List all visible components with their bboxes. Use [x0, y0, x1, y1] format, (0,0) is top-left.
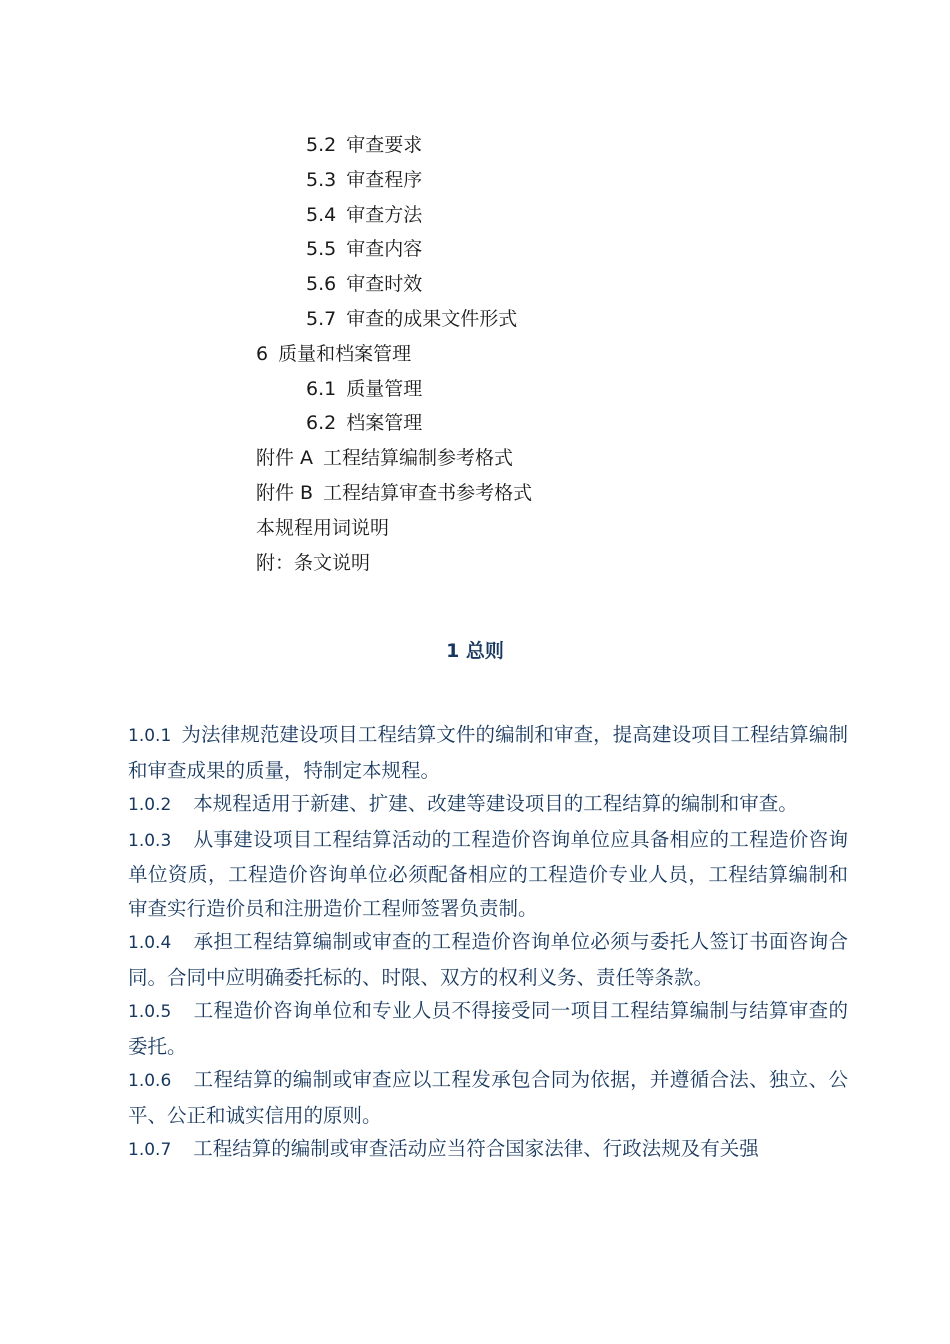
chapter-title: 1 总则 — [446, 640, 504, 662]
toc-item — [256, 476, 856, 511]
toc-item — [256, 232, 856, 267]
clause-number: 1.0.1 — [128, 726, 172, 746]
toc-item-number: 5.3 — [306, 168, 337, 191]
clause-text: 工程结算的编制或审查应以工程发承包合同为依据，并遵循合法、独立、公平、公正和诚实信用的原则。 — [128, 1068, 848, 1127]
toc-item — [256, 128, 856, 163]
toc-item — [256, 406, 856, 441]
toc-item-label: 审查内容 — [346, 238, 423, 261]
clause-list — [128, 718, 848, 1168]
table-of-contents — [256, 128, 856, 580]
clause-number: 1.0.6 — [128, 1071, 172, 1091]
clause-text: 承担工程结算编制或审查的工程造价咨询单位必须与委托人签订书面咨询合同。合同中应明确委托标的、时限、双方的权利义务、责任等条款。 — [128, 930, 848, 989]
toc-item-number: 附件 B — [256, 481, 314, 504]
toc-item-number: 5.6 — [306, 273, 337, 296]
toc-item-label: 工程结算审查书参考格式 — [323, 481, 533, 504]
clause-number: 1.0.3 — [128, 830, 172, 851]
toc-item-number: 5.7 — [306, 307, 337, 330]
toc-item-number: 5.4 — [306, 203, 337, 226]
toc-item-label: 工程结算编制参考格式 — [323, 447, 514, 470]
toc-item-label: 质量和档案管理 — [278, 342, 412, 365]
clause-text: 工程结算的编制或审查活动应当符合国家法律、行政法规及有关强 — [193, 1137, 759, 1160]
toc-item-label: 审查时效 — [346, 273, 423, 296]
toc-item-label: 审查程序 — [346, 168, 423, 191]
clause-text: 为法律规范建设项目工程结算文件的编制和审查，提高建设项目工程结算编制和审查成果的质量，特制定本规程。 — [128, 723, 848, 782]
clause-text: 从事建设项目工程结算活动的工程造价咨询单位应具备相应的工程造价咨询单位资质，工程造价咨询单位必须配备相应的工程造价专业人员，工程结算编制和审查实行造价员和注册造价工程师签署负责制。 — [128, 827, 848, 920]
toc-item-number: 附件 A — [256, 447, 314, 470]
toc-item-number: 6 — [256, 342, 269, 365]
toc-item — [256, 337, 856, 372]
toc-item — [256, 511, 856, 546]
toc-item-number: 5.5 — [306, 238, 337, 261]
toc-item — [256, 546, 856, 581]
toc-item — [256, 302, 856, 337]
clause-number: 1.0.2 — [128, 795, 172, 815]
toc-item — [256, 163, 856, 198]
toc-item-label: 档案管理 — [346, 412, 423, 435]
clause — [128, 1063, 848, 1132]
clause — [128, 823, 848, 926]
toc-item-label: 审查的成果文件形式 — [346, 307, 518, 330]
toc-item-label: 本规程用词说明 — [256, 516, 390, 539]
clause-number: 1.0.4 — [128, 933, 172, 953]
toc-item-number: 6.2 — [306, 412, 337, 435]
toc-item — [256, 441, 856, 476]
clause — [128, 925, 848, 994]
clause-number: 1.0.5 — [128, 1002, 172, 1022]
toc-item-label: 审查方法 — [346, 203, 423, 226]
toc-item-number: 6.1 — [306, 377, 337, 400]
toc-item — [256, 198, 856, 233]
clause-text: 工程造价咨询单位和专业人员不得接受同一项目工程结算编制与结算审查的委托。 — [128, 999, 848, 1058]
toc-item-label: 附：条文说明 — [256, 551, 371, 574]
clause — [128, 1132, 848, 1168]
clause — [128, 994, 848, 1063]
toc-item-number: 5.2 — [306, 134, 337, 156]
clause — [128, 787, 848, 823]
toc-item-label: 质量管理 — [346, 377, 423, 400]
toc-item — [256, 267, 856, 302]
clause-text: 本规程适用于新建、扩建、改建等建设项目的工程结算的编制和审查。 — [193, 792, 798, 815]
clause-number: 1.0.7 — [128, 1140, 172, 1160]
clause — [128, 718, 848, 787]
toc-item — [256, 372, 856, 407]
toc-item-label: 审查要求 — [346, 134, 423, 156]
